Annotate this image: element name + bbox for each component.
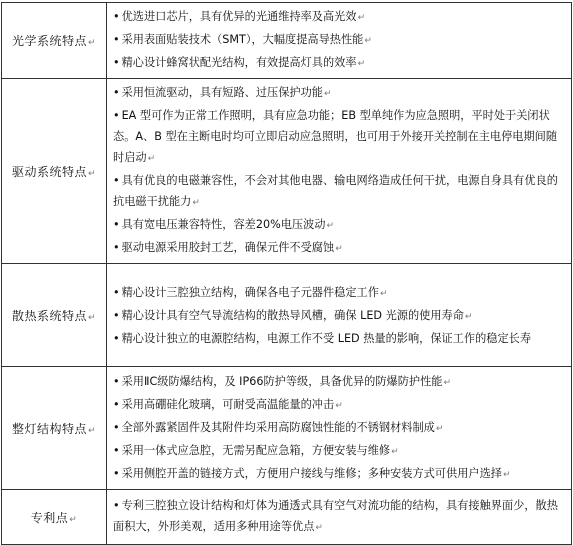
row-content-patent xyxy=(107,490,572,545)
list-item: • 采用ⅡC级防爆结构，及 IP66防护等级，具备优异的防爆防护性能↵ xyxy=(113,374,452,388)
table-row xyxy=(2,490,572,545)
table-row xyxy=(2,264,572,367)
list-item: • 精心设计三腔独立结构，确保各电子元器件稳定工作↵ xyxy=(113,285,388,299)
row-label-optics: 光学系统特点↵ xyxy=(2,3,107,79)
table-row xyxy=(2,3,572,79)
row-content-optics xyxy=(107,3,572,79)
row-content-driver xyxy=(107,79,572,264)
row-label-driver: 驱动系统特点↵ xyxy=(2,79,107,264)
feature-table xyxy=(1,2,572,545)
row-label-structure: 整灯结构特点↵ xyxy=(2,367,107,490)
list-item: • 采用高硼硅化玻璃，可耐受高温能量的冲击↵ xyxy=(113,397,343,411)
list-item: • 采用表面贴装技术（SMT），大幅度提高导热性能↵ xyxy=(113,33,372,46)
table-row xyxy=(2,79,572,264)
list-item: • 精心设计蜂窝状配光结构，有效提高灯具的效率↵ xyxy=(113,56,366,69)
table-row xyxy=(2,367,572,490)
list-item: • 采用恒流驱动，具有短路、过压保护功能↵ xyxy=(113,86,332,99)
row-label-patent: 专利点↵ xyxy=(2,490,107,545)
list-item: • 采用一体式应急腔，无需另配应急箱，方便安装与维修↵ xyxy=(113,443,399,457)
list-item: • 采用侧腔开盖的链接方式，方便用户接线与维修；多种安装方式可供用户选择↵ xyxy=(113,466,511,480)
list-item: • 精心设计独立的电源腔结构，电源工作不受 LED 热量的影响，保证工作的稳定长寿 xyxy=(113,331,532,345)
row-label-heat: 散热系统特点↵ xyxy=(2,264,107,367)
list-item: • 驱动电源采用胶封工艺，确保元件不受腐蚀↵ xyxy=(113,241,343,254)
list-item: • 专利三腔独立设计结构和灯体为通透式具有空气对流功能的结构，具有接触界面少，散热面积大，外形美观，适用多种用途等优点↵ xyxy=(113,499,558,533)
list-item: • 具有优良的电磁兼容性，不会对其他电器、输电网络造成任何干扰，电源自身具有优良的抗电磁干扰能力↵ xyxy=(113,174,558,208)
list-item: • 优选进口芯片，具有优异的光通维持率及高光效↵ xyxy=(113,10,366,23)
list-item: • EA 型可作为正常工作照明，具有应急功能；EB 型单纯作为应急照明，平时处于关闭状态。A、B 型在主断电时均可立即启动应急照明，也可用于外接开关控制在主电停电期间随时启动↵ xyxy=(113,109,558,164)
list-item: • 精心设计具有空气导流结构的散热导风槽，确保 LED 光源的使用寿命↵ xyxy=(113,308,473,322)
list-item: • 全部外露紧固件及其附件均采用高防腐蚀性能的不锈钢材料制成↵ xyxy=(113,420,444,434)
row-content-structure xyxy=(107,367,572,490)
row-content-heat xyxy=(107,264,572,367)
list-item: • 具有宽电压兼容特性，容差20%电压波动↵ xyxy=(113,218,335,231)
